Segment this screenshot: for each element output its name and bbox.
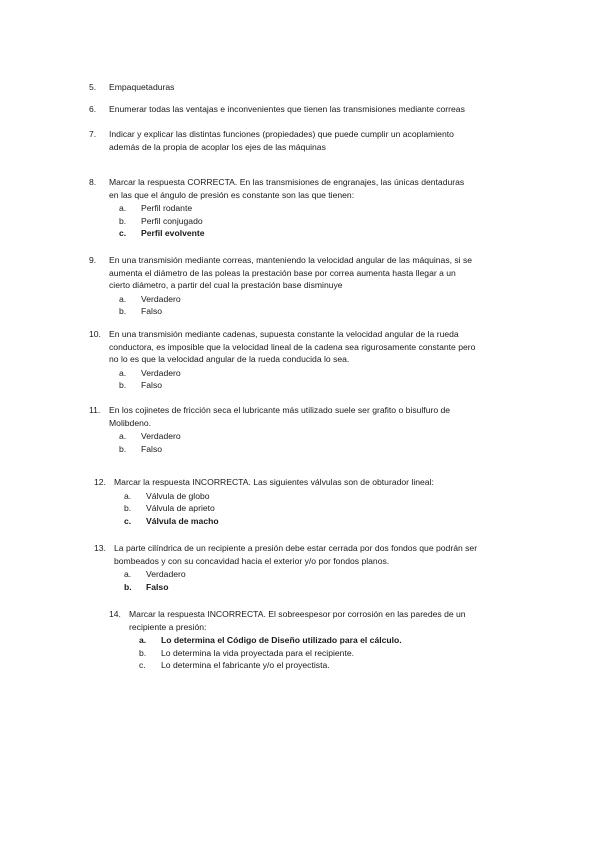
- question-number: 8.: [89, 177, 97, 187]
- options-list: [109, 367, 509, 392]
- option-b: b. Falso: [119, 380, 163, 391]
- question-text-line: cierto diámetro, a partir del cual la prestación base disminuye: [109, 280, 343, 291]
- question-text: Enumerar todas las ventajas e inconvenientes que tienen las transmisiones mediante correas: [109, 104, 465, 114]
- question-text: Empaquetaduras: [109, 82, 175, 92]
- option-b: b. Válvula de aprieto: [124, 503, 215, 514]
- question-11: [89, 404, 509, 456]
- options-list: [109, 202, 509, 240]
- question-text-line: Indicar y explicar las distintas funciones (propiedades) que puede cumplir un acoplamiento: [109, 129, 454, 139]
- question-number: 14.: [109, 609, 121, 619]
- question-10: [89, 328, 509, 392]
- question-text-line: aumenta el diámetro de las poleas la prestación base por correa aumenta hasta llegar a un: [109, 267, 456, 278]
- option-a: a. Verdadero: [119, 431, 181, 442]
- option-c: c. Válvula de macho: [124, 515, 219, 526]
- question-text-line: además de la propia de acoplar los ejes de las máquinas: [109, 141, 326, 152]
- option-b: b. Falso: [119, 306, 163, 317]
- question-text-line: Molibdeno.: [109, 417, 152, 428]
- question-text-line: conductora, es imposible que la velocidad lineal de la cadena sea rigurosamente constante pero: [109, 341, 476, 352]
- question-14: [109, 608, 529, 672]
- options-list: [114, 490, 514, 528]
- question-text-line: Marcar la respuesta INCORRECTA. El sobreespesor por corrosión en las paredes de un: [129, 609, 466, 619]
- question-number: 6.: [89, 104, 97, 114]
- question-text-line: en las que el ángulo de presión es constante son las que tienen:: [109, 189, 355, 200]
- question-text-line: La parte cilíndrica de un recipiente a presión debe estar cerrada por dos fondos que podrán ser: [114, 543, 478, 553]
- question-9: [89, 254, 509, 318]
- option-a: a. Perfil rodante: [119, 203, 193, 214]
- option-a: a. Lo determina el Código de Diseño utilizado para el cálculo.: [139, 635, 402, 646]
- question-number: 5.: [89, 82, 97, 92]
- question-number: 12.: [94, 477, 106, 487]
- option-a: a. Verdadero: [119, 293, 181, 304]
- options-list: [109, 293, 509, 318]
- option-a: a. Válvula de globo: [124, 490, 210, 501]
- option-b: b. Falso: [119, 443, 163, 454]
- question-7: [89, 128, 509, 154]
- options-list: [109, 430, 509, 455]
- question-13: [94, 542, 524, 594]
- option-c: c. Perfil evolvente: [119, 228, 205, 239]
- option-a: a. Verdadero: [119, 367, 181, 378]
- option-b: b. Falso: [124, 581, 169, 592]
- question-text-line: En una transmisión mediante correas, manteniendo la velocidad angular de las máquinas, si se: [109, 255, 473, 265]
- question-8: [89, 176, 509, 240]
- question-text-line: Marcar la respuesta INCORRECTA. Las siguientes válvulas son de obturador lineal:: [114, 477, 434, 487]
- question-number: 11.: [89, 405, 101, 415]
- options-list: [114, 568, 524, 593]
- question-text-line: Marcar la respuesta CORRECTA. En las transmisiones de engranajes, las únicas dentaduras: [109, 177, 465, 187]
- question-text-line: En una transmisión mediante cadenas, supuesta constante la velocidad angular de la rueda: [109, 329, 459, 339]
- question-number: 9.: [89, 255, 97, 265]
- question-number: 13.: [94, 543, 106, 553]
- question-text-line: En los cojinetes de fricción seca el lubricante más utilizado suele ser grafito o bisulfuro de: [109, 405, 451, 415]
- question-text-line: recipiente a presión:: [129, 621, 207, 632]
- option-a: a. Verdadero: [124, 569, 186, 580]
- question-number: 7.: [89, 129, 97, 139]
- question-number: 10.: [89, 329, 101, 339]
- options-list: [129, 634, 529, 672]
- question-text-line: no lo es que la velocidad angular de la rueda conducida lo sea.: [109, 354, 350, 365]
- option-c: c. Lo determina el fabricante y/o el proyectista.: [139, 660, 330, 671]
- option-b: b. Lo determina la vida proyectada para el recipiente.: [139, 647, 354, 658]
- question-text-line: bombeados y con su concavidad hacia el exterior y/o por fondos planos.: [114, 555, 390, 566]
- question-12: [94, 476, 514, 528]
- option-b: b. Perfil conjugado: [119, 215, 203, 226]
